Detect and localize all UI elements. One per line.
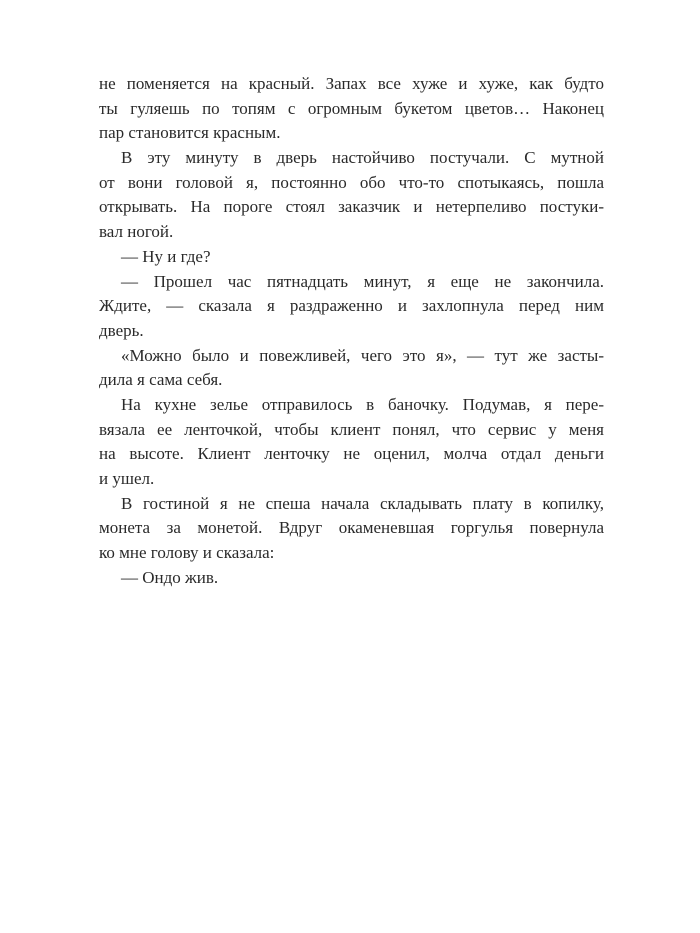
text-line: В гостиной я не спеша начала складывать плату в копилку,	[121, 493, 604, 513]
text-line: монета за монетой. Вдруг окаменевшая горгулья повернула	[99, 518, 604, 538]
body-text	[99, 72, 604, 590]
text-line: — Ну и где?	[121, 246, 211, 266]
text-line: на высоте. Клиент ленточку не оценил, молча отдал деньги	[99, 444, 604, 464]
text-line: дила я сама себя.	[99, 370, 223, 390]
text-line: — Ондо жив.	[121, 567, 219, 587]
text-line: вязала ее ленточкой, чтобы клиент понял, что сервис у меня	[99, 419, 604, 439]
text-line: — Прошел час пятнадцать минут, я еще не закончила.	[121, 271, 604, 291]
text-line: не поменяется на красный. Запах все хуже и хуже, как будто	[99, 74, 604, 93]
text-line: вал ногой.	[99, 222, 174, 242]
text-line: пар становится красным.	[99, 123, 281, 143]
text-line: «Можно было и повежливей, чего это я», — тут же засты-	[121, 345, 604, 365]
text-line: от вони головой я, постоянно обо что-то спотыкаясь, пошла	[99, 172, 604, 192]
text-line: На кухне зелье отправилось в баночку. Подумав, я пере-	[121, 394, 604, 414]
text-line: ты гуляешь по топям с огромным букетом цветов… Наконец	[99, 98, 604, 118]
text-line: ко мне голову и сказала:	[99, 543, 275, 563]
text-line: дверь.	[99, 320, 144, 340]
text-line: открывать. На пороге стоял заказчик и нетерпеливо постуки-	[99, 197, 604, 217]
text-line: Ждите, — сказала я раздраженно и захлопнула перед ним	[99, 296, 604, 316]
text-line: и ушел.	[99, 469, 155, 488]
text-line: В эту минуту в дверь настойчиво постучали. С мутной	[121, 148, 604, 168]
